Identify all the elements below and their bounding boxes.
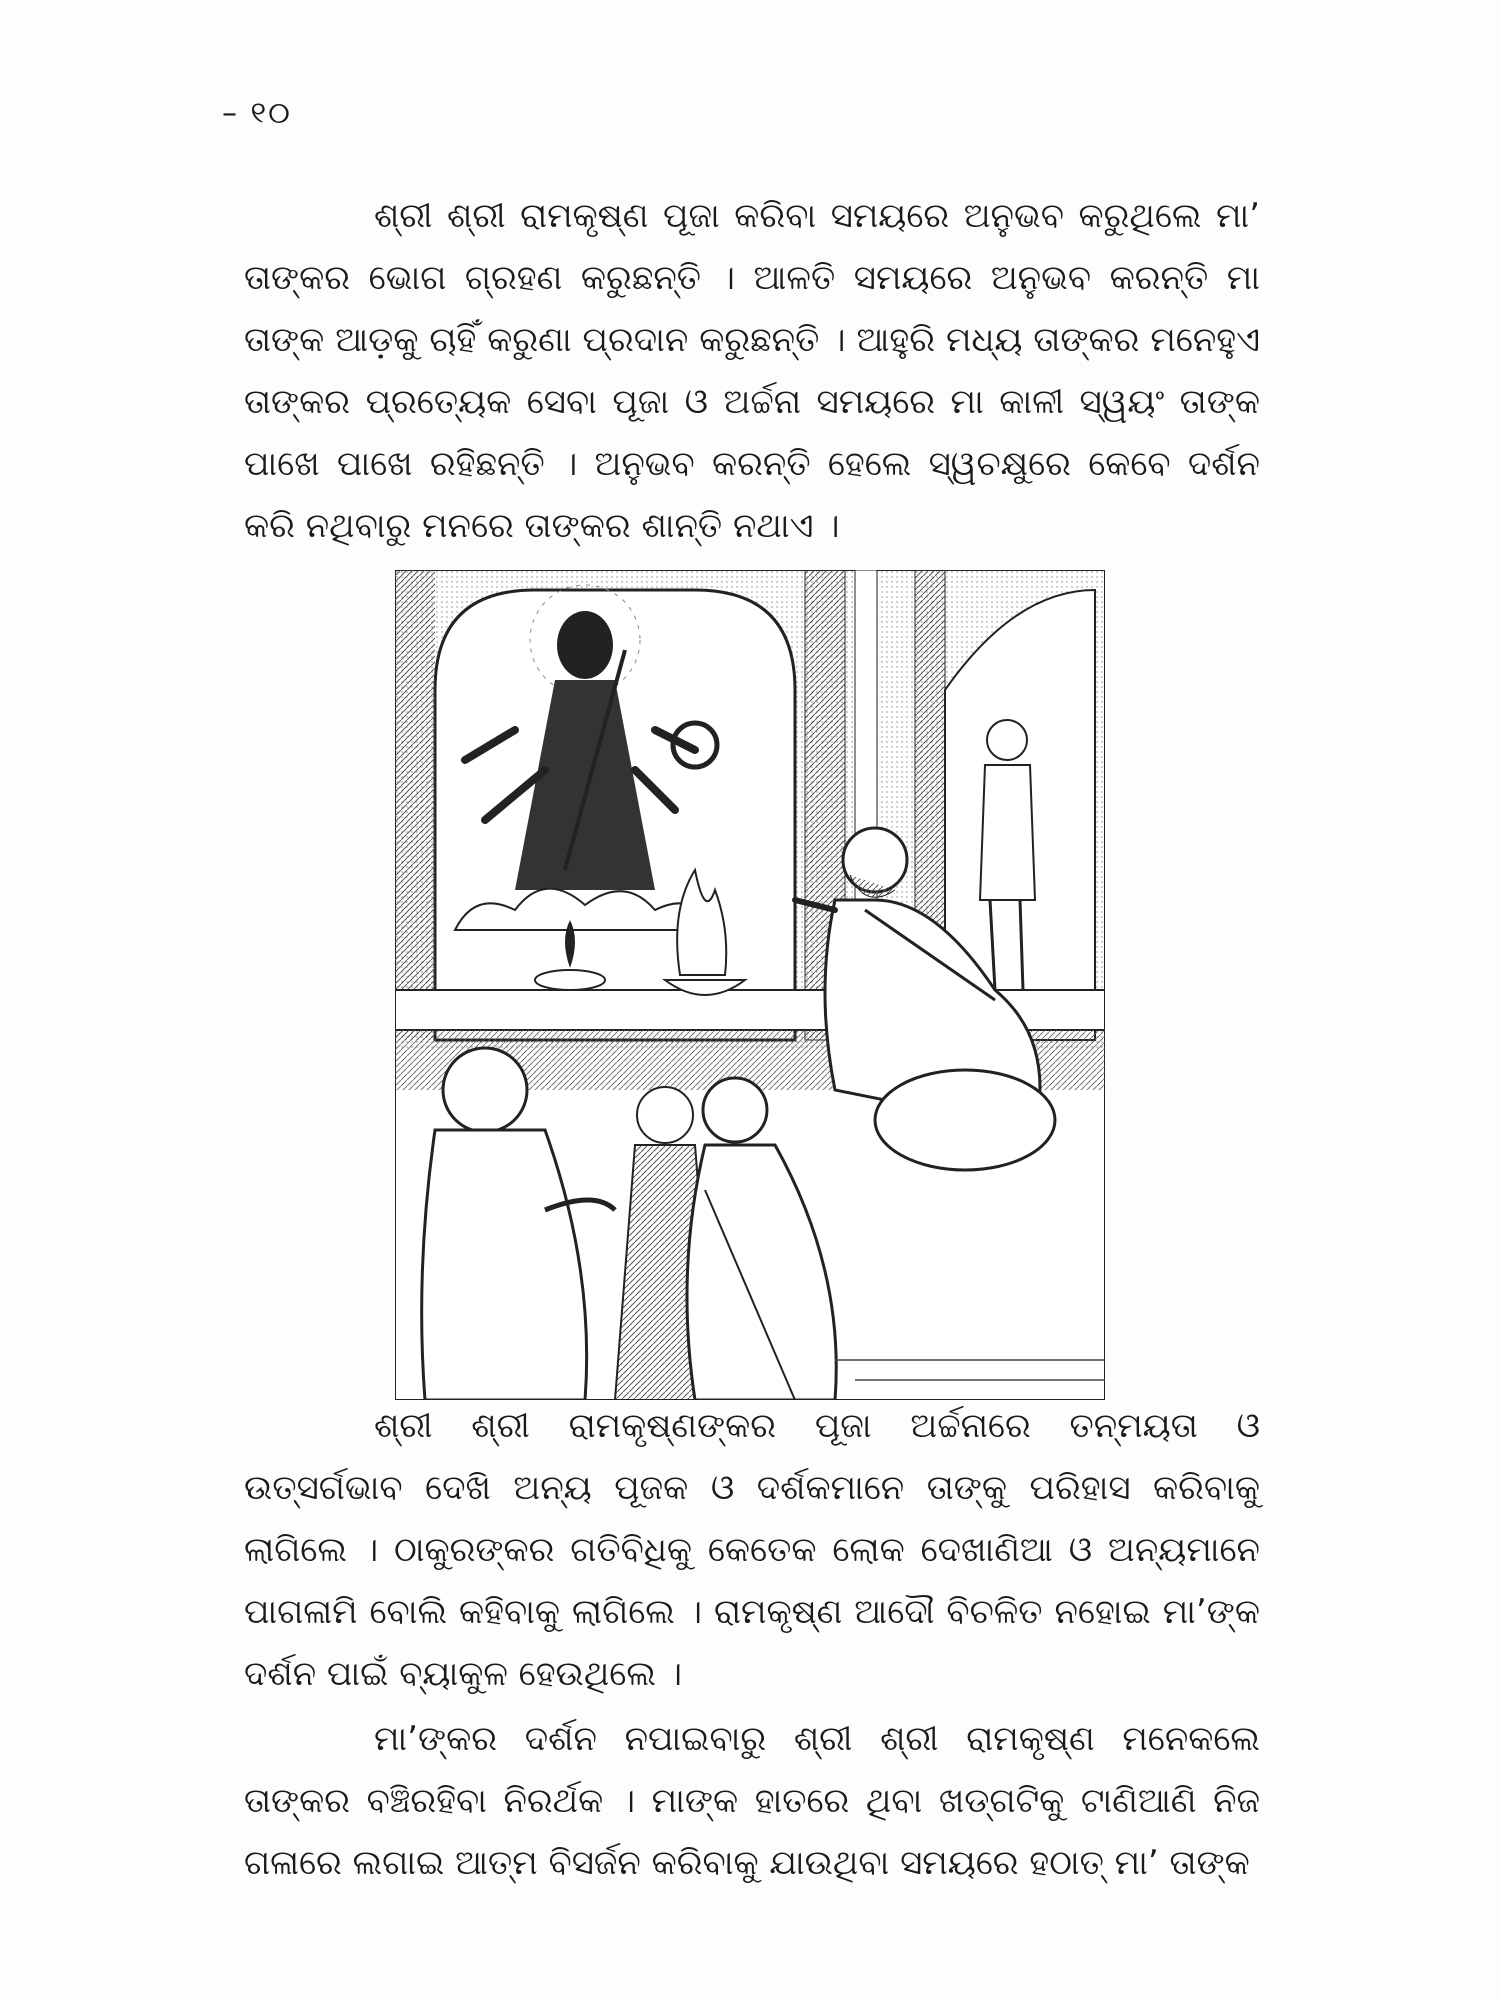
illustration-drawing bbox=[395, 570, 1105, 1400]
page-number-dash: – bbox=[222, 96, 251, 131]
paragraph-2: ଶ୍ରୀ ଶ୍ରୀ ରାମକୃଷ୍ଣଙ୍କର ପୂଜା ଅର୍ଚ୍ଚନାରେ ତନ୍ମୟତା ଓ ଉତ୍ସର୍ଗଭାବ ଦେଖି ଅନ୍ୟ ପୂଜକ ଓ ଦର୍ଶକମାନେ ତାଙ୍କୁ ପରିହାସ କରିବାକୁ ଲାଗିଲେ । ଠାକୁରଙ୍କର ଗତିବିଧିକୁ କେତେକ ଲୋକ ଦେଖାଣିଆ ଓ ଅନ୍ୟମାନେ ପାଗଳାମି ବୋଲି କହିବାକୁ ଲାଗିଲେ । ରାମକୃଷ୍ଣ ଆଦୌ ବିଚଳିତ ନହୋଇ ମା’ଙ୍କ ଦର୍ଶନ ପାଇଁ ବ୍ୟାକୁଳ ହେଉଥିଲେ । bbox=[244, 1406, 1260, 1694]
page-number-value: ୧୦ bbox=[250, 96, 292, 131]
paragraph-3: ମା’ଙ୍କର ଦର୍ଶନ ନପାଇବାରୁ ଶ୍ରୀ ଶ୍ରୀ ରାମକୃଷ୍ଣ ମନେକଲେ ତାଙ୍କର ବଞ୍ଚିରହିବା ନିରର୍ଥକ । ମାଙ୍କ ହାତରେ ଥିବା ଖଡ୍ଗଟିକୁ ଟାଣିଆଣି ନିଜ ଗଳାରେ ଲଗାଇ ଆତ୍ମ ବିସର୍ଜନ କରିବାକୁ ଯାଉଥିବା ସମୟରେ ହଠାତ୍ ମା’ ତାଙ୍କ bbox=[244, 1719, 1260, 1883]
temple-worship-illustration bbox=[395, 570, 1105, 1400]
page-number bbox=[222, 96, 292, 131]
paragraph-1: ଶ୍ରୀ ଶ୍ରୀ ରାମକୃଷ୍ଣ ପୂଜା କରିବା ସମୟରେ ଅନୁଭବ କରୁଥିଲେ ମା’ ତାଙ୍କର ଭୋଗ ଗ୍ରହଣ କରୁଛନ୍ତି । ଆଳତି ସମୟରେ ଅନୁଭବ କରନ୍ତି ମା ତାଙ୍କ ଆଡ଼କୁ ଚାହିଁ କରୁଣା ପ୍ରଦାନ କରୁଛନ୍ତି । ଆହୁରି ମଧ୍ୟ ତାଙ୍କର ମନେହୁଏ ତାଙ୍କର ପ୍ରତ୍ୟେକ ସେବା ପୂଜା ଓ ଅର୍ଚ୍ଚନା ସମୟରେ ମା କାଳୀ ସ୍ୱୟଂ ତାଙ୍କ ପାଖେ ପାଖେ ରହିଛନ୍ତି । ଅନୁଭବ କରନ୍ତି ହେଲେ ସ୍ୱଚକ୍ଷୁରେ କେବେ ଦର୍ଶନ କରି ନଥିବାରୁ ମନରେ ତାଙ୍କର ଶାନ୍ତି ନଥାଏ । bbox=[244, 196, 1260, 546]
